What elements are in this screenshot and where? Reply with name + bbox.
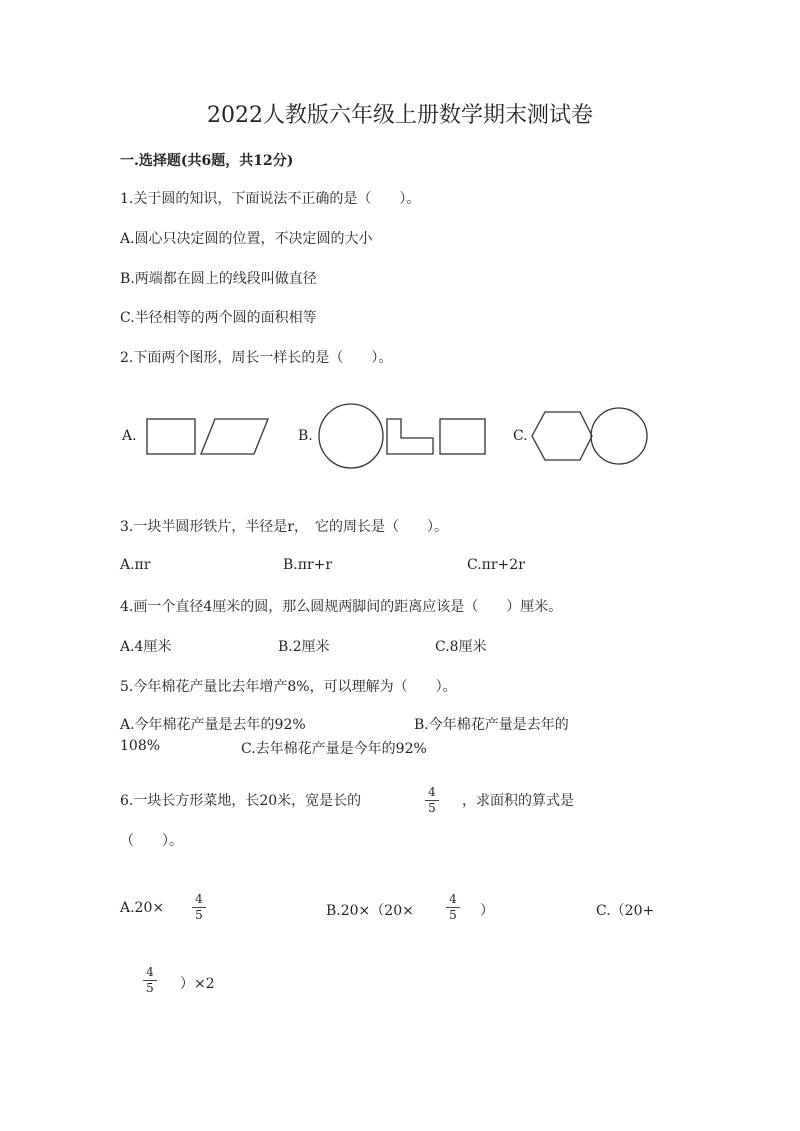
page-title: 2022人教版六年级上册数学期末测试卷 bbox=[207, 103, 593, 128]
fraction-four-fifths bbox=[422, 786, 442, 815]
circle-shape-b bbox=[319, 404, 383, 468]
fraction-numerator: 4 bbox=[428, 785, 436, 799]
question-2-figures bbox=[140, 400, 670, 470]
question-1-option-b: B.两端都在圆上的线段叫做直径 bbox=[120, 271, 317, 287]
l-shape bbox=[387, 419, 433, 454]
fraction-four-fifths bbox=[443, 893, 463, 922]
question-2-option-a-label: A. bbox=[122, 428, 137, 444]
question-4-option-c: C.8厘米 bbox=[435, 639, 487, 655]
rectangle-shape bbox=[440, 419, 485, 454]
question-6-option-b: B.20×（20× bbox=[326, 903, 414, 919]
question-4-option-b: B.2厘米 bbox=[278, 639, 330, 655]
question-5-option-b: B.今年棉花产量是去年的 bbox=[414, 717, 569, 733]
question-4-stem: 4.画一个直径4厘米的圆，那么圆规两脚间的距离应该是（ ）厘米。 bbox=[120, 599, 563, 615]
parallelogram-shape bbox=[201, 419, 268, 454]
fraction-numerator: 4 bbox=[195, 892, 203, 906]
question-2-option-c-label: C. bbox=[513, 428, 528, 444]
question-1-option-a: A.圆心只决定圆的位置，不决定圆的大小 bbox=[120, 231, 373, 247]
question-6-stem: 6.一块长方形菜地，长20米，宽是长的 bbox=[120, 793, 362, 809]
question-2-option-b-label: B. bbox=[298, 428, 313, 444]
question-5-option-b-value: 108% bbox=[120, 738, 161, 754]
question-6-answer-blank: （ ）。 bbox=[120, 833, 183, 849]
circle-shape-c bbox=[591, 408, 647, 464]
fraction-numerator: 4 bbox=[449, 892, 457, 906]
fraction-denominator: 5 bbox=[449, 908, 457, 922]
fraction-four-fifths bbox=[140, 966, 160, 995]
question-1-stem: 1.关于圆的知识，下面说法不正确的是（ ）。 bbox=[120, 191, 421, 207]
question-2-stem: 2.下面两个图形，周长一样长的是（ ）。 bbox=[120, 350, 393, 366]
question-6-stem-continued: ，求面积的算式是 bbox=[462, 793, 574, 809]
question-3-option-c: C.πr+2r bbox=[467, 557, 525, 573]
section-heading: 一.选择题(共6题，共12分) bbox=[120, 153, 294, 169]
question-3-option-a: A.πr bbox=[120, 557, 151, 573]
question-3-stem: 3.一块半圆形铁片，半径是r， 它的周长是（ ）。 bbox=[120, 519, 449, 535]
hexagon-shape bbox=[532, 412, 592, 460]
question-5-option-a: A.今年棉花产量是去年的92% bbox=[120, 717, 306, 733]
question-6-option-c: C.（20+ bbox=[596, 903, 655, 919]
question-3-option-b: B.πr+r bbox=[283, 557, 333, 573]
question-4-option-a: A.4厘米 bbox=[120, 639, 172, 655]
question-1-option-c: C.半径相等的两个圆的面积相等 bbox=[120, 310, 317, 326]
question-5-stem: 5.今年棉花产量比去年增产8%，可以理解为（ ）。 bbox=[120, 679, 457, 695]
fraction-numerator: 4 bbox=[146, 965, 154, 979]
question-6-option-a: A.20× bbox=[120, 900, 165, 916]
question-6-option-c-end: ）×2 bbox=[180, 976, 215, 992]
question-6-option-b-close: ） bbox=[480, 903, 494, 919]
fraction-four-fifths bbox=[189, 893, 209, 922]
square-shape bbox=[147, 419, 195, 454]
fraction-denominator: 5 bbox=[195, 908, 203, 922]
question-5-option-c: C.去年棉花产量是今年的92% bbox=[241, 741, 427, 757]
fraction-denominator: 5 bbox=[428, 801, 436, 815]
fraction-denominator: 5 bbox=[146, 981, 154, 995]
